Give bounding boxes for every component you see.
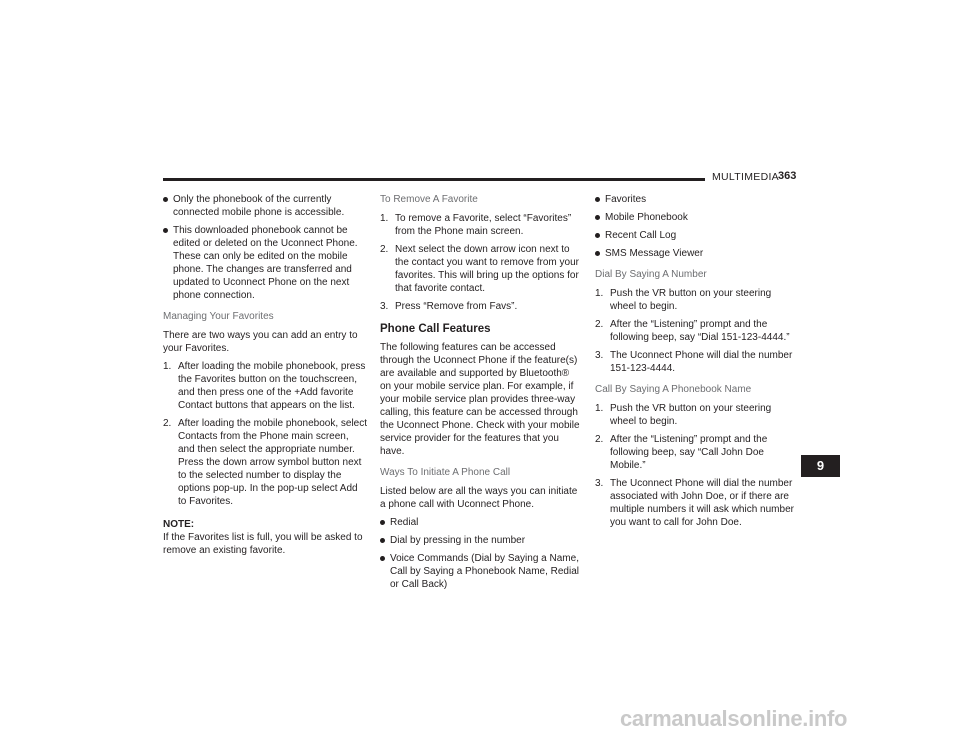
- list-item: 3. The Uconnect Phone will dial the number 151-123-4444.: [595, 350, 793, 374]
- list-item: Dial by pressing in the number: [380, 534, 582, 547]
- list-item: 2. Next select the down arrow icon next to the contact you want to remove from your favorites. This will bring up the options for that favorite contact.: [380, 244, 579, 294]
- page-number: 363: [778, 170, 797, 182]
- column-left: [163, 193, 367, 562]
- list-item: 2. After the “Listening” prompt and the following beep, say “Dial 151-123-4444.”: [595, 319, 790, 343]
- note-label: NOTE:: [163, 519, 195, 530]
- list-item: 1. Push the VR button on your steering wheel to begin.: [595, 288, 772, 312]
- column-middle: [380, 193, 582, 596]
- favorites-steps: [163, 360, 367, 508]
- list-item: Redial: [380, 516, 582, 529]
- list-item: This downloaded phonebook cannot be edited or deleted on the Uconnect Phone. These can only be edited on the mobile phone. The changes are transferred and updated to Uconnect Phone on the next phone connection.: [163, 224, 367, 302]
- ways-intro: Listed below are all the ways you can initiate a phone call with Uconnect Phone.: [380, 486, 578, 510]
- remove-steps: [380, 212, 582, 313]
- dial-number-steps: [595, 287, 800, 375]
- call-by-name-heading: Call By Saying A Phonebook Name: [595, 384, 752, 395]
- list-item: Voice Commands (Dial by Saying a Name, Call by Saying a Phonebook Name, Redial or Call Back): [380, 552, 582, 591]
- column-right: [595, 193, 800, 534]
- list-item: 3. Press “Remove from Favs”.: [380, 301, 518, 312]
- list-item: 2. After loading the mobile phonebook, select Contacts from the Phone main screen, and then select the appropriate number. Press the down arrow symbol button next to the selected number to display the options pop-up. In the pop-up select Add to Favorites.: [163, 418, 368, 507]
- favorites-heading: Managing Your Favorites: [163, 311, 274, 322]
- watermark: carmanualsonline.info: [620, 706, 848, 731]
- section-title: MULTIMEDIA: [712, 171, 779, 183]
- list-item: Only the phonebook of the currently connected mobile phone is accessible.: [163, 193, 367, 219]
- call-name-steps: [595, 402, 800, 529]
- chapter-tab: 9: [801, 455, 840, 477]
- list-item: 1. After loading the mobile phonebook, press the Favorites button on the touchscreen, and then press one of the +Add favorite Contact buttons that appears on the list.: [163, 361, 366, 411]
- list-item: 1. Push the VR button on your steering wheel to begin.: [595, 403, 772, 427]
- list-item: 2. After the “Listening” prompt and the following beep, say “Call John Doe Mobile.”: [595, 434, 768, 471]
- list-item: SMS Message Viewer: [595, 247, 800, 260]
- list-item: Mobile Phonebook: [595, 211, 800, 224]
- list-item: 1. To remove a Favorite, select “Favorites” from the Phone main screen.: [380, 213, 572, 237]
- note-text: If the Favorites list is full, you will be asked to remove an existing favorite.: [163, 532, 363, 556]
- header-rule: [163, 178, 705, 181]
- remove-favorite-heading: To Remove A Favorite: [380, 194, 478, 205]
- ways-heading: Ways To Initiate A Phone Call: [380, 467, 511, 478]
- features-text: The following features can be accessed through the Uconnect Phone if the feature(s) are available and supported by Bluetooth® on your mobile service plan. For example, if your mobile service plan provides three-way calling, this feature can be accessed through the Uconnect Phone. Check with your mobile service provider for the features that you have.: [380, 342, 580, 457]
- phone-call-features-heading: Phone Call Features: [380, 323, 491, 335]
- list-item: 3. The Uconnect Phone will dial the number associated with John Doe, or if there are multiple numbers it will ask which number you want to call for John Doe.: [595, 478, 794, 528]
- list-item: Recent Call Log: [595, 229, 800, 242]
- favorites-intro: There are two ways you can add an entry to your Favorites.: [163, 330, 358, 354]
- dial-by-number-heading: Dial By Saying A Number: [595, 269, 707, 280]
- list-item: Favorites: [595, 193, 800, 206]
